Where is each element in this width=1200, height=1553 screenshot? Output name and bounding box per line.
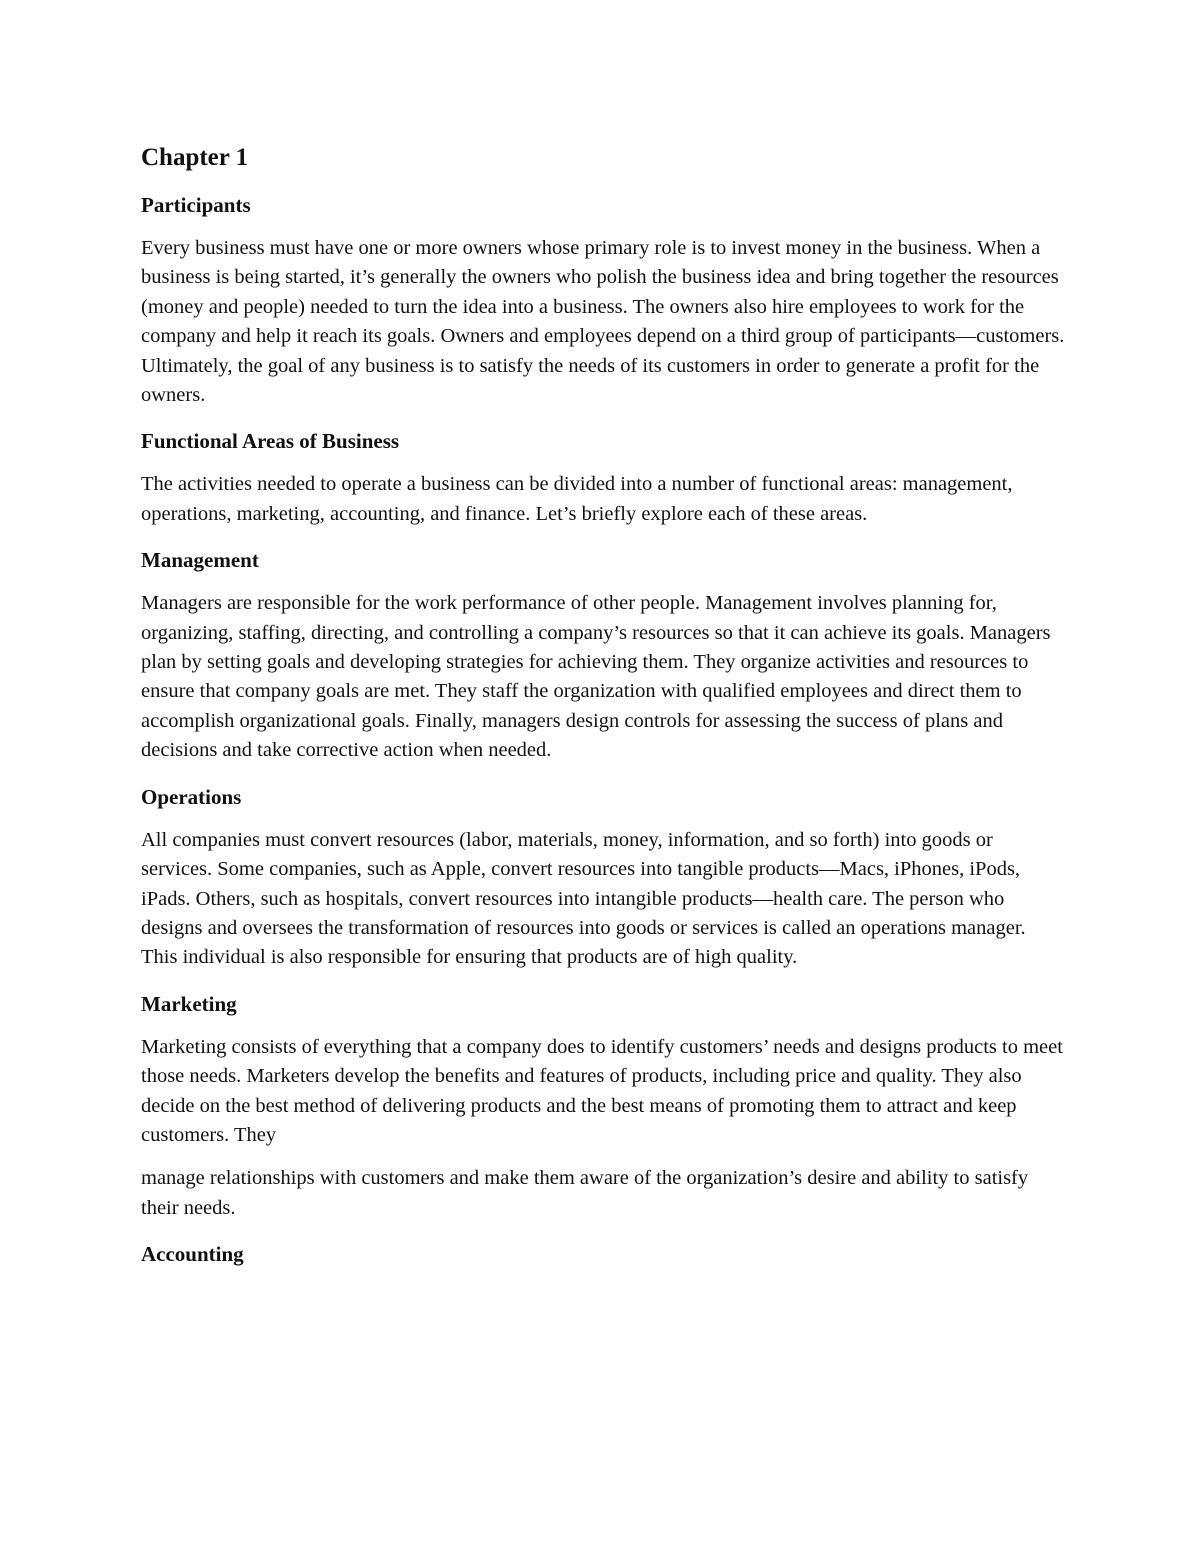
section-accounting xyxy=(141,1239,1066,1269)
section-heading-accounting: Accounting xyxy=(141,1242,244,1267)
paragraph-marketing-2: manage relationships with customers and make them aware of the organization’s desire and ability to satisfy their needs. xyxy=(141,1167,1029,1219)
section-heading-operations: Operations xyxy=(141,784,242,809)
paragraph-marketing-1: Marketing consists of everything that a company does to identify customers’ needs and designs products to meet those needs. Marketers develop the benefits and features of products, including price and quality. They also decide on the best method of delivering products and the best means of promoting them to attract and keep customers. They xyxy=(141,1035,1063,1146)
section-heading-functional-areas: Functional Areas of Business xyxy=(141,429,400,454)
section-marketing xyxy=(141,989,1066,1223)
section-heading-management: Management xyxy=(141,548,259,573)
document-page xyxy=(141,140,1066,1283)
section-operations xyxy=(141,782,1066,973)
section-functional-areas xyxy=(141,426,1066,529)
section-heading-participants: Participants xyxy=(141,193,251,217)
paragraph-functional-areas: The activities needed to operate a business can be divided into a number of functional areas: management, operations, marketing, accounting, and finance. Let’s briefly explore each of these areas. xyxy=(141,473,1013,525)
section-management xyxy=(141,545,1066,765)
section-participants xyxy=(141,190,1066,410)
paragraph-participants: Every business must have one or more owners whose primary role is to invest money in the business. When a business is being started, it’s generally the owners who polish the business idea and bring together the resources (money and people) needed to turn the idea into a business. The owners also hire employees to work for the company and help it reach its goals. Owners and employees depend on a third group of participants—customers. Ultimately, the goal of any business is to satisfy the needs of its customers in order to generate a profit for the owners. xyxy=(141,237,1065,407)
paragraph-operations: All companies must convert resources (labor, materials, money, information, and so forth) into goods or services. Some companies, such as Apple, convert resources into tangible products—Macs, iPhones, iPods, iPads. Others, such as hospitals, convert resources into intangible products—health care. The person who designs and oversees the transformation of resources into goods or services is called an operations manager. This individual is also responsible for ensuring that products are of high quality. xyxy=(141,828,1026,969)
section-heading-marketing: Marketing xyxy=(141,991,237,1016)
paragraph-management: Managers are responsible for the work performance of other people. Management involves planning for, organizing, staffing, directing, and controlling a company’s resources so that it can achieve its goals. Managers plan by setting goals and developing strategies for achieving them. They organize activities and resources to ensure that company goals are met. They staff the organization with qualified employees and direct them to accomplish organizational goals. Finally, managers design controls for assessing the success of plans and decisions and take corrective action when needed. xyxy=(141,592,1051,762)
chapter-title: Chapter 1 xyxy=(141,144,249,171)
